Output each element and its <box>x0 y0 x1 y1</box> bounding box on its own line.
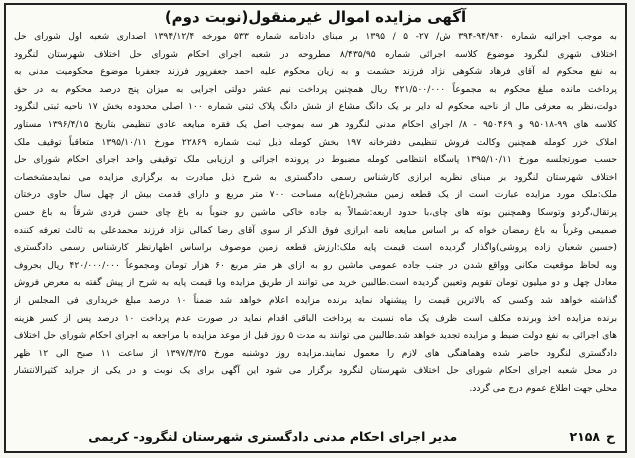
notice-line: معادل چهل و دو میلیون تومان تقویم وتعیین گردیده است.طالبین خرید می توانند از طریق مزایده وبا قیمت پایه به شرح از پیش گفته به معرض فروش <box>14 277 617 289</box>
notice-line: کلاسه های ۹۹-۹۵۰۱۸ و ۹۵۰۴۶۹ - ۸/ اجرای احکام مدنی لنگرود هر سه بموجب اصل یک فقره مبایعه عادی تنظیمی بتاریخ ۱۳۹۶/۴/۱۵ مستاور <box>14 118 617 130</box>
notice-line: گذاشته خواهد شد وکسی که بالاترین قیمت را پیشنهاد نماید برنده مزایده اعلام خواهد شد ضمناً ۱۰ درصد مبلغ خریداری فی المجلس از <box>14 294 617 306</box>
notice-footer <box>6 425 625 447</box>
notice-line: دولت،نظر به معرفی مال از ناحیه محکوم له دایر بر یک دانگ مشاع از شش دانگ پلاک ثبتی شماره ۱۰۰ اصلی محدوده بخش ۱۷ ناحیه ثبتی لنگرود <box>14 101 617 113</box>
footer-code: ۲۱۵۸ <box>569 428 600 444</box>
notice-line: حسب صورتجلسه مورخ ۱۳۹۵/۱۰/۱۱ پاسگاه انتظامی کومله مضبوط در پرونده اجرائی و ارزیابی ملک توقیفی واحد اجرای احکام شورای حل <box>14 154 617 166</box>
notice-line: صمیمی وغرباً به باغ رمضان خواه که بر اساس مبایعه نامه ابرازی فوق الذکر از سوی آقای رضا کمالی نژاد فرزند محمدعلی به ثالث تعرفه کننده <box>14 224 617 236</box>
notice-line: محلی جهت اطلاع عموم درج می گردد. <box>469 382 617 394</box>
footer-ref: ح <box>605 428 615 444</box>
notice-title: آگهی مزایده اموال غیرمنقول(نوبت دوم) <box>164 8 467 26</box>
footer-signature: مدیر اجرای احکام مدنی دادگستری شهرستان لنگرود- کریمی <box>88 428 458 444</box>
notice-body <box>6 28 625 397</box>
notice-line: برنده مزایده اخذ وبرنده مکلف است ظرف یک ماه نسبت به پرداخت الباقی اقدام نماید در صورت عدم پرداخت ۱۰ درصد پس از کسر هزینه <box>14 312 617 324</box>
notice-line: پرتقال،گردو وتوسکا وهمچنین بوته های چای،با حدود اربعه:شمالاً به جاده خاکی ماشین رو جنوباً به باغ چای حسن فردی شرقاً به باغ حسن <box>14 206 617 218</box>
notice-line: (حسین شعبان زاده پروشی)واگذار گردیده است قیمت پایه ملک:ارزش قطعه زمین موصوف براساس اظهارنظر کارشناس رسمی دادگستری <box>14 242 617 254</box>
legal-notice <box>4 3 627 453</box>
notice-line: در محل شعبه اجرای احکام شورای حل اختلاف شهرستان لنگرود برگزار می شود این آگهی برای یک نوبت و در یکی از جراید کثیرالانتشار <box>14 365 617 377</box>
notice-line: اختلاف شهری لنگرود موضوع کلاسه اجرائی شماره ۸/۴۳۵/۹۵ مطروحه در شعبه اجرای احکام شورای حل اختلاف شهرستان لنگرود <box>14 48 617 60</box>
notice-line: های اجرائی به نفع دولت ضبط و مزایده تجدید خواهد شد.طالبین می توانند به مدت ۵ روز قبل از موعد مزایده با مراجعه به اجرای احکام شورای حل اختلاف <box>14 330 617 342</box>
notice-line: به نفع محکوم له آقای فرهاد شکوهی نژاد فرزند حشمت و به زیان محکوم علیه احمد جعفرپور فرزند جعفربا موضوع محکومیت مدنی به <box>14 66 617 78</box>
notice-line: وبه لحاظ موقعیت مکانی وواقع شدن در جنب جاده عمومی ماشین رو به ازای هر متر مربع ۶۰ هزار تومان ومجموعاً ۴۲۰/۰۰۰/۰۰۰ ریال بحروف <box>14 259 617 271</box>
notice-line: پرداخت مانده مبلغ محکوم به مجموعاً ۴۲۱/۵۰۰/۰۰۰ ریال همچنین پرداخت نیم عشر دولتی اجرایی به میزان پنج درصد محکوم به در حق <box>14 83 617 95</box>
notice-line: دادگستری لنگرود حاضر شده وهماهنگی های لازم را معمول نمایند.مزایده روز دوشنبه مورخ ۱۳۹۷/۴/۲۵ از ساعت ۱۱ صبح الی ۱۲ ظهر <box>14 347 617 359</box>
notice-line: ملک:ملک مورد مزایده عبارت است از یک قطعه زمین مشجر(باغ)به مساحت ۷۰۰ متر مربع و دارای قدمت بیش از چهل سال حاوی درختان <box>14 189 617 201</box>
notice-line: املاک خزر کومله همچنین وکالت فروش تنظیمی دفترخانه ۱۹۷ بخش کومله ذیل ثبت شماره ۲۲۸۶۹ مورخ ۱۳۹۵/۱۰/۱۱ متعاقباً توقیف ملک <box>14 136 617 148</box>
notice-line: اختلاف شهرستان لنگرود بر مبنای نظریه ابرازی کارشناس رسمی دادگستری به شرح ذیل مبادرت به برگزاری مزایده می نمایدمشخصات <box>14 171 617 183</box>
notice-line: به موجب اجرائیه شماره ۹۴/۹۴۰-۳۹۴ ش/ ۲۷- ۵ / ۱۳۹۵ بر مبنای دادنامه شماره ۵۳۳ مورخه ۱۳۹۴/۱۲/۴ اصداری شعبه اول شورای حل <box>14 31 617 42</box>
